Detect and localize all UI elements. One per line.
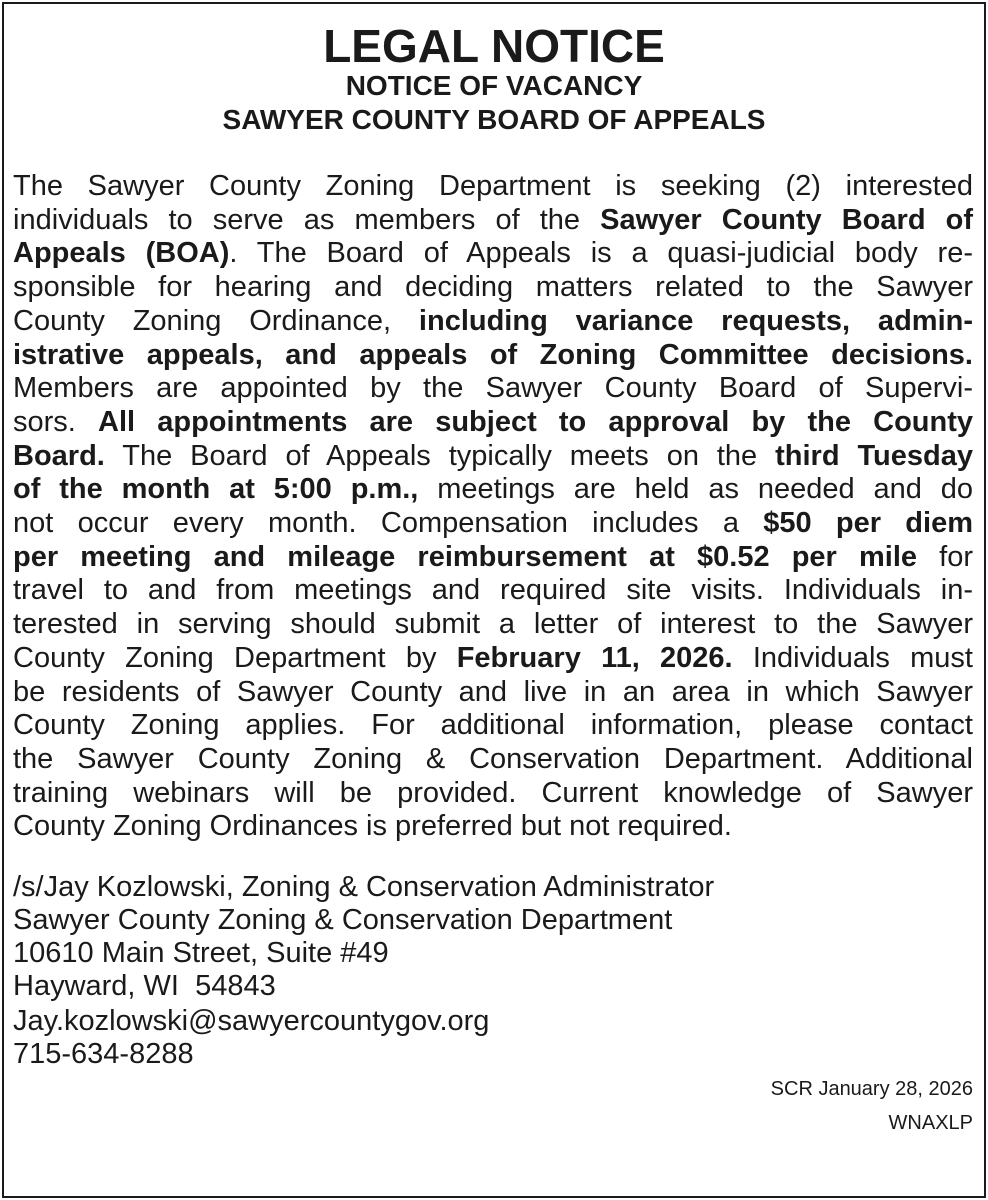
body-text: travel to and from meetings and required site visits. Individuals in- bbox=[13, 574, 973, 607]
body-text: County Zoning Ordinance, bbox=[13, 304, 419, 337]
body-text-bold: All appointments are subject to approval by the County bbox=[98, 405, 974, 438]
body-line bbox=[13, 573, 973, 607]
body-text: meetings are held as needed and do bbox=[418, 473, 973, 506]
body-line bbox=[13, 776, 973, 810]
signature-street: 10610 Main Street, Suite #49 bbox=[13, 937, 389, 969]
body-text-bold: $50 per diem bbox=[763, 507, 973, 539]
body-line bbox=[13, 203, 973, 237]
body-text: Individuals must bbox=[732, 641, 973, 674]
body-line bbox=[13, 304, 973, 338]
body-text-bold: of the month at 5:00 p.m., bbox=[13, 473, 419, 506]
body-text-bold: Sawyer County Board of bbox=[600, 203, 973, 236]
body-line bbox=[13, 607, 973, 641]
body-text: terested in serving should submit a letter of interest to the Sawyer bbox=[13, 608, 973, 641]
body-line bbox=[13, 675, 973, 709]
body-line bbox=[13, 708, 973, 742]
body-text-bold: including variance requests, admin- bbox=[418, 304, 973, 337]
body-text: not occur every month. Compensation includes a bbox=[13, 507, 764, 539]
body-line bbox=[13, 439, 973, 473]
body-text: Members are appointed by the Sawyer County Board of Supervi- bbox=[13, 372, 973, 405]
body-text: training webinars will be provided. Current knowledge of Sawyer bbox=[13, 776, 973, 809]
body-text: County Zoning Ordinances is preferred but not required. bbox=[13, 810, 732, 843]
signature-email: Jay.kozlowski@sawyercountygov.org bbox=[13, 1005, 490, 1037]
body-line bbox=[13, 742, 973, 776]
body-text: The Board of Appeals typically meets on the bbox=[104, 439, 776, 472]
body-text-bold: third Tuesday bbox=[775, 439, 973, 472]
body-text: the Sawyer County Zoning & Conservation Department. Additional bbox=[13, 742, 973, 775]
body-line bbox=[13, 338, 973, 372]
body-line bbox=[13, 506, 973, 540]
body-text: The Sawyer County Zoning Department is seeking (2) interested bbox=[13, 170, 973, 202]
publication-code: WNAXLP bbox=[888, 1112, 973, 1134]
notice-subtitle: NOTICE OF VACANCY bbox=[345, 70, 643, 101]
body-text: individuals to serve as members of the bbox=[13, 203, 601, 236]
body-text-bold: istrative appeals, and appeals of Zoning Committee decisions. bbox=[13, 338, 973, 371]
signature-city: Hayward, WI 54843 bbox=[13, 970, 276, 1002]
body-text: sponsible for hearing and deciding matters related to the Sawyer bbox=[13, 271, 973, 304]
body-text-bold: Board. bbox=[13, 439, 105, 472]
body-text-bold: per meeting and mileage reimbursement at $0.52 per mile bbox=[13, 540, 918, 573]
body-text: be residents of Sawyer County and live in an area in which Sawyer bbox=[13, 675, 973, 708]
signature-name: /s/Jay Kozlowski, Zoning & Conservation Administrator bbox=[13, 871, 715, 903]
body-text-bold: February 11, 2026. bbox=[456, 641, 733, 674]
signature-department: Sawyer County Zoning & Conservation Department bbox=[13, 904, 673, 936]
body-line bbox=[13, 809, 973, 843]
body-text-bold: Appeals (BOA) bbox=[13, 237, 230, 270]
body-text: . The Board of Appeals is a quasi-judicial body re- bbox=[229, 237, 973, 270]
body-text: sors. bbox=[13, 405, 99, 438]
board-name-heading: SAWYER COUNTY BOARD OF APPEALS bbox=[222, 104, 766, 135]
body-line bbox=[13, 641, 973, 675]
body-line bbox=[13, 371, 973, 405]
body-line bbox=[13, 405, 973, 439]
body-text: for bbox=[917, 540, 973, 573]
body-line bbox=[13, 236, 973, 270]
signature-phone: 715-634-8288 bbox=[13, 1038, 194, 1070]
body-text: County Zoning applies. For additional information, please contact bbox=[13, 709, 973, 742]
notice-title: LEGAL NOTICE bbox=[323, 20, 665, 72]
body-line bbox=[13, 472, 973, 506]
body-line bbox=[13, 540, 973, 574]
body-line bbox=[13, 270, 973, 304]
body-line bbox=[13, 169, 973, 203]
publication-date: SCR January 28, 2026 bbox=[770, 1078, 973, 1100]
body-text: County Zoning Department by bbox=[13, 641, 457, 674]
